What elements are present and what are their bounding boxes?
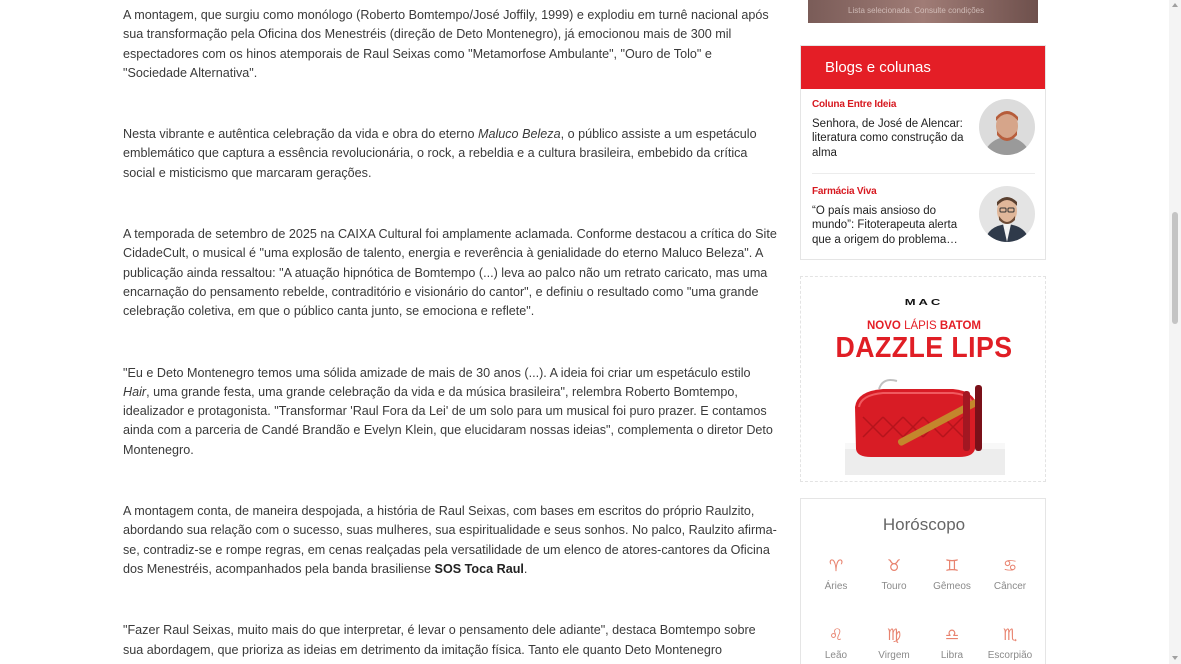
emphasis-text: Hair (123, 384, 147, 399)
avatar[interactable] (979, 99, 1035, 155)
sign-label: Virgem (878, 650, 910, 661)
blogs-header: Blogs e colunas (801, 46, 1045, 89)
sign-aries[interactable] (807, 557, 865, 592)
sign-label: Escorpião (987, 650, 1033, 661)
libra-icon: ♎ (944, 625, 960, 644)
article-paragraph: "Eu e Deto Montenegro temos uma sólida amizade de mais de 30 anos (...). A ideia foi criar um espetáculo estilo Hair, uma grande festa, uma grande celebração da vida e da música brasileira", relembra Roberto Bomtempo, idealizador e protagonista. "Transformar 'Raul Fora da Lei' de um solo para um musical foi puro prazer. E contamos ainda com a parceria de Candé Brandão e Evelyn Klein, que elucidaram nossas ideias", complementa o diretor Deto Montenegro. (123, 365, 773, 457)
scorpio-icon: ♏ (1002, 625, 1018, 644)
band-name: SOS Toca Raul (434, 561, 524, 576)
blog-item[interactable] (812, 99, 1035, 160)
sign-label: Libra (940, 650, 964, 661)
sign-label: Leão (824, 650, 848, 661)
sign-libra[interactable] (923, 626, 981, 661)
blog-title[interactable]: “O país mais ansioso do mundo”: Fitoterapeuta alerta que a origem do problema… (812, 205, 958, 246)
aries-icon: ♈ (828, 556, 844, 575)
gemini-icon: ♊ (944, 556, 960, 575)
ad-headline: DAZZLE LIPS (835, 332, 1013, 364)
scroll-up-icon[interactable] (1172, 3, 1178, 7)
sign-cancer[interactable] (981, 557, 1039, 592)
page-scrollbar[interactable] (1169, 0, 1181, 664)
blog-category[interactable]: Coluna Entre Ideia (812, 99, 897, 110)
sign-label: Gêmeos (933, 581, 971, 592)
sign-label: Áries (824, 581, 848, 592)
horoscope-title: Horóscopo (882, 515, 966, 534)
cancer-icon: ♋ (1002, 556, 1018, 575)
sign-virgo[interactable] (865, 626, 923, 661)
article-paragraph: "Fazer Raul Seixas, muito mais do que interpretar, é levar o pensamento dele adiante", destaca Bomtempo sobre sua abordagem, que prioriza as ideias em detrimento da imitação física. Tanto ele quanto Deto Montenegro (123, 623, 756, 657)
brand-logo: MAC (904, 298, 944, 307)
article-paragraph: A montagem conta, de maneira despojada, a história de Raul Seixas, com bases em escritos do próprio Raulzito, abordando sua relação com o sucesso, suas mulheres, sua espiritualidade e seus sonhos. No palco, Raulzito afirma-se, contradiz-se e rompe regras, em cenas realçadas pela versatilidade de um elenco de atores-cantores da Oficina dos Menestréis, acompanhados pela banda brasiliense SOS Toca Raul. (123, 504, 777, 576)
horoscope-widget (800, 498, 1046, 664)
sign-scorpio[interactable] (981, 626, 1039, 661)
blog-category[interactable]: Farmácia Viva (812, 186, 877, 197)
sign-leo[interactable] (807, 626, 865, 661)
ad-subtitle: NOVO LÁPIS BATOM (867, 320, 981, 332)
blogs-widget (800, 45, 1046, 260)
sign-label: Touro (881, 581, 907, 592)
scrollbar-thumb[interactable] (1172, 212, 1178, 324)
sign-taurus[interactable] (865, 557, 923, 592)
virgo-icon: ♍ (886, 625, 902, 644)
sign-label: Câncer (993, 581, 1027, 592)
article-body (123, 6, 778, 664)
product-image (823, 377, 1023, 475)
leo-icon: ♌ (828, 625, 844, 644)
divider (812, 173, 1035, 174)
article-paragraph: A temporada de setembro de 2025 na CAIXA Cultural foi amplamente aclamada. Conforme destacou a crítica do Site CidadeCult, o musical é "uma explosão de talento, energia e reverência à genialidade do eterno Maluco Beleza". A publicação ainda ressaltou: "A atuação hipnótica de Bomtempo (...) leva ao palco não um retrato caricato, mas uma encarnação do pensamento rebelde, contraditório e visionário do cantor", e definiu o resultado como "uma grande celebração coletiva, em que o público canta junto, se emociona e reflete". (123, 227, 777, 319)
blog-item[interactable] (812, 186, 1035, 247)
taurus-icon: ♉ (886, 556, 902, 575)
promo-banner[interactable] (808, 0, 1038, 23)
article-paragraph: A montagem, que surgiu como monólogo (Roberto Bomtempo/José Joffily, 1999) e explodiu em turnê nacional após sua transformação pela Oficina dos Menestréis (direção de Deto Montenegro), já emocionou mais de 300 mil espectadores com os hinos atemporais de Raul Seixas como "Metamorfose Ambulante", "Ouro de Tolo" e "Sociedade Alternativa". (123, 8, 769, 80)
sign-gemini[interactable] (923, 557, 981, 592)
promo-caption: Lista selecionada. Consulte condições (848, 6, 985, 15)
article-paragraph: Nesta vibrante e autêntica celebração da vida e obra do eterno Maluco Beleza, o público assiste a um espetáculo emblemático que captura a essência revolucionária, o rock, a rebeldia e a cultura brasileira, embebido da crítica social e misticismo que marcaram gerações. (123, 127, 757, 180)
scroll-down-icon[interactable] (1172, 656, 1178, 660)
advertisement[interactable] (800, 276, 1046, 482)
emphasis-text: Maluco Beleza (477, 127, 561, 142)
avatar[interactable] (979, 186, 1035, 242)
blog-title[interactable]: Senhora, de José de Alencar: literatura como construção da alma (812, 118, 964, 159)
